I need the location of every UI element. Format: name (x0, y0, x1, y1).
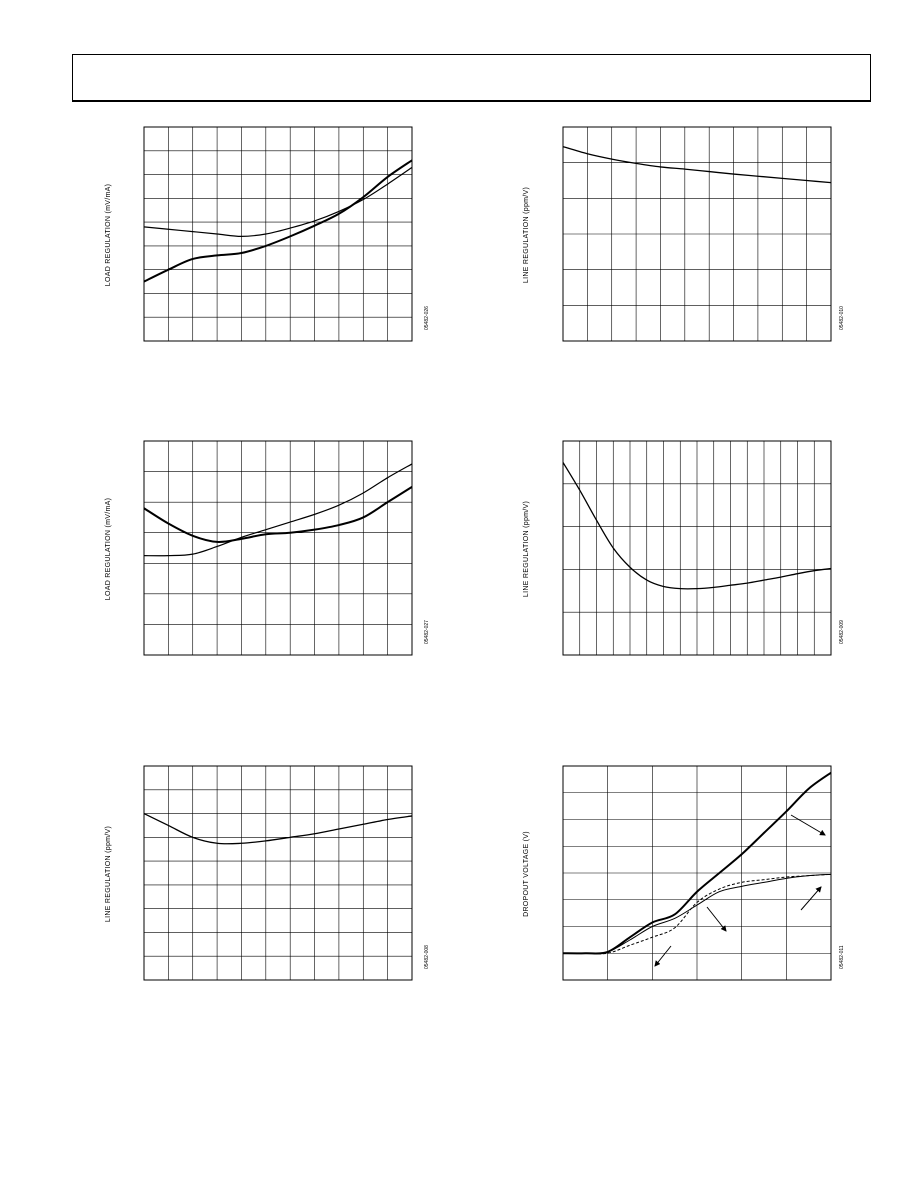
figure-number: 05482-011 (839, 945, 845, 969)
page-header-box (72, 54, 871, 102)
series-line-1 (144, 464, 412, 556)
chart-load-regulation-2 (100, 439, 450, 664)
plot-frame (144, 441, 412, 655)
y-axis-label: LOAD REGULATION (mV/mA) (105, 497, 112, 601)
chart-line-regulation-middle-right (515, 439, 865, 664)
grid (563, 441, 831, 655)
plot-area (144, 441, 412, 655)
annotation-arrow (801, 887, 821, 910)
chart-line-regulation-bottom-left (100, 764, 450, 989)
grid (144, 127, 412, 341)
annotation-arrow (707, 907, 726, 931)
series-line-1 (144, 814, 412, 844)
plot-frame (144, 766, 412, 980)
series-line-1 (563, 147, 831, 183)
y-axis-label: LOAD REGULATION (mV/mA) (105, 183, 112, 287)
series-line-2 (144, 160, 412, 281)
plot-area (144, 127, 412, 341)
figure-number: 05482-010 (839, 306, 845, 330)
chart-load-regulation-1 (100, 125, 450, 350)
figure-number: 05482-026 (424, 306, 430, 330)
grid (563, 127, 831, 341)
grid (144, 441, 412, 655)
chart-line-regulation-top-right (515, 125, 865, 350)
chart-dropout-voltage (515, 764, 865, 989)
plot-area (144, 766, 412, 980)
series-line-1 (144, 167, 412, 236)
annotation-arrow (791, 815, 825, 835)
grid (563, 766, 831, 980)
plot-area (563, 766, 831, 980)
y-axis-label: LINE REGULATION (ppm/V) (523, 186, 530, 284)
grid (144, 766, 412, 980)
figure-number: 05482-008 (424, 945, 430, 969)
figure-number: 05482-009 (839, 620, 845, 644)
plot-area (563, 127, 831, 341)
figure-number: 05482-027 (424, 620, 430, 644)
y-axis-label: LINE REGULATION (ppm/V) (105, 825, 112, 923)
plot-area (563, 441, 831, 655)
plot-frame (144, 127, 412, 341)
y-axis-label: DROPOUT VOLTAGE (V) (523, 831, 530, 917)
series-line-2 (144, 487, 412, 542)
y-axis-label: LINE REGULATION (ppm/V) (523, 500, 530, 598)
annotation-arrow (655, 946, 671, 966)
